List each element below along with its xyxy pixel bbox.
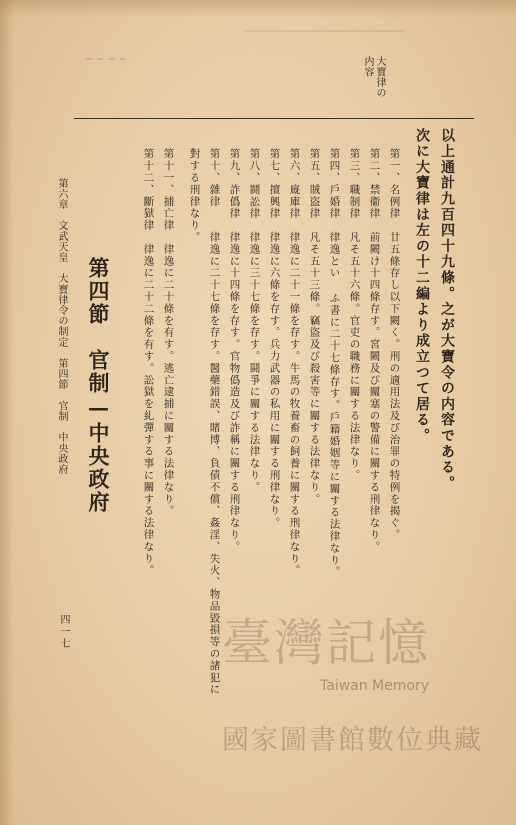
code-item-2: 第二、禁衞律 前闕け十四條存す。宮闕及び關塞の警備に關する刑律なり。 [368, 148, 381, 553]
code-item-7: 第七、擅興律 律逸に六條を存す。兵力武器の私用に關する刑律なり。 [268, 148, 281, 529]
page-shadow-left [0, 0, 14, 825]
code-item-12: 第十二、斷獄律 律逸に二十二條を有す。訟獄を糺彈する事に關する法律なり。 [142, 148, 155, 577]
section-title: 第四節 官制—中央政府 [86, 257, 111, 514]
bleed-through-mark [245, 30, 405, 32]
taiwan-memory-english: Taiwan Memory [320, 678, 429, 694]
code-item-6: 第六、廐庫律 律逸に二十一條を存す。牛馬の牧養畜の飼養に關する刑律なり。 [288, 148, 301, 577]
page-shadow-top [0, 0, 516, 18]
running-head: 第六章 文武天皇 大寶律令の制定 第四節 官制 中央政府 [56, 178, 67, 475]
header-rule [74, 118, 474, 119]
intro-line-2: 次に大寶律は左の十二編より成立つて居る。 [414, 128, 430, 444]
code-item-4: 第四、戶婚律 律逸とい ふ書に二十七條存す。戶籍婚姻等に關する法律なり。 [328, 148, 341, 578]
margin-note-line-2: 内容 [362, 56, 373, 77]
code-item-1: 第一、名例律 廿五條存し以下闕く。刑の適用法及び治罪の特例を揭ぐ。 [388, 148, 401, 541]
intro-line-1: 以上通計九百四十九條。之が大寶令の内容である。 [439, 128, 455, 492]
taiwan-memory-logo: 臺灣記憶 [222, 614, 430, 672]
faded-stamp-mark [86, 58, 126, 80]
code-item-8: 第八、鬪訟律 律逸に三十七條を存す。鬪爭に關する法律なり。 [248, 148, 261, 494]
code-item-11: 第十一、捕亡律 律逸に二十條を有す。逃亡逮捕に關する法律なり。 [162, 148, 175, 517]
code-item-3: 第三、職制律 凡そ五十六條。官吏の職務に關する法律なり。 [348, 148, 361, 482]
code-item-5: 第五、賊盜律 凡そ五十三條。竊盜及び殺害等に關する法律なり。 [308, 148, 321, 505]
library-watermark: 國家圖書館數位典藏 [222, 725, 483, 756]
code-item-9: 第九、詐僞律 律逸に十四條を存す。官物僞造及び詐稱に關する刑律なり。 [228, 148, 241, 553]
margin-note-line-1: 大寶律の [374, 56, 385, 98]
code-item-10: 第十、雜律 律逸に二十七條を存す。醫藥錯誤、賭博、負債不償、姦淫、失火、物品毀損等の諸犯に [208, 148, 221, 696]
code-item-10-continued: 對する刑律なり。 [188, 148, 201, 244]
page-number: 四一七 [58, 614, 69, 650]
